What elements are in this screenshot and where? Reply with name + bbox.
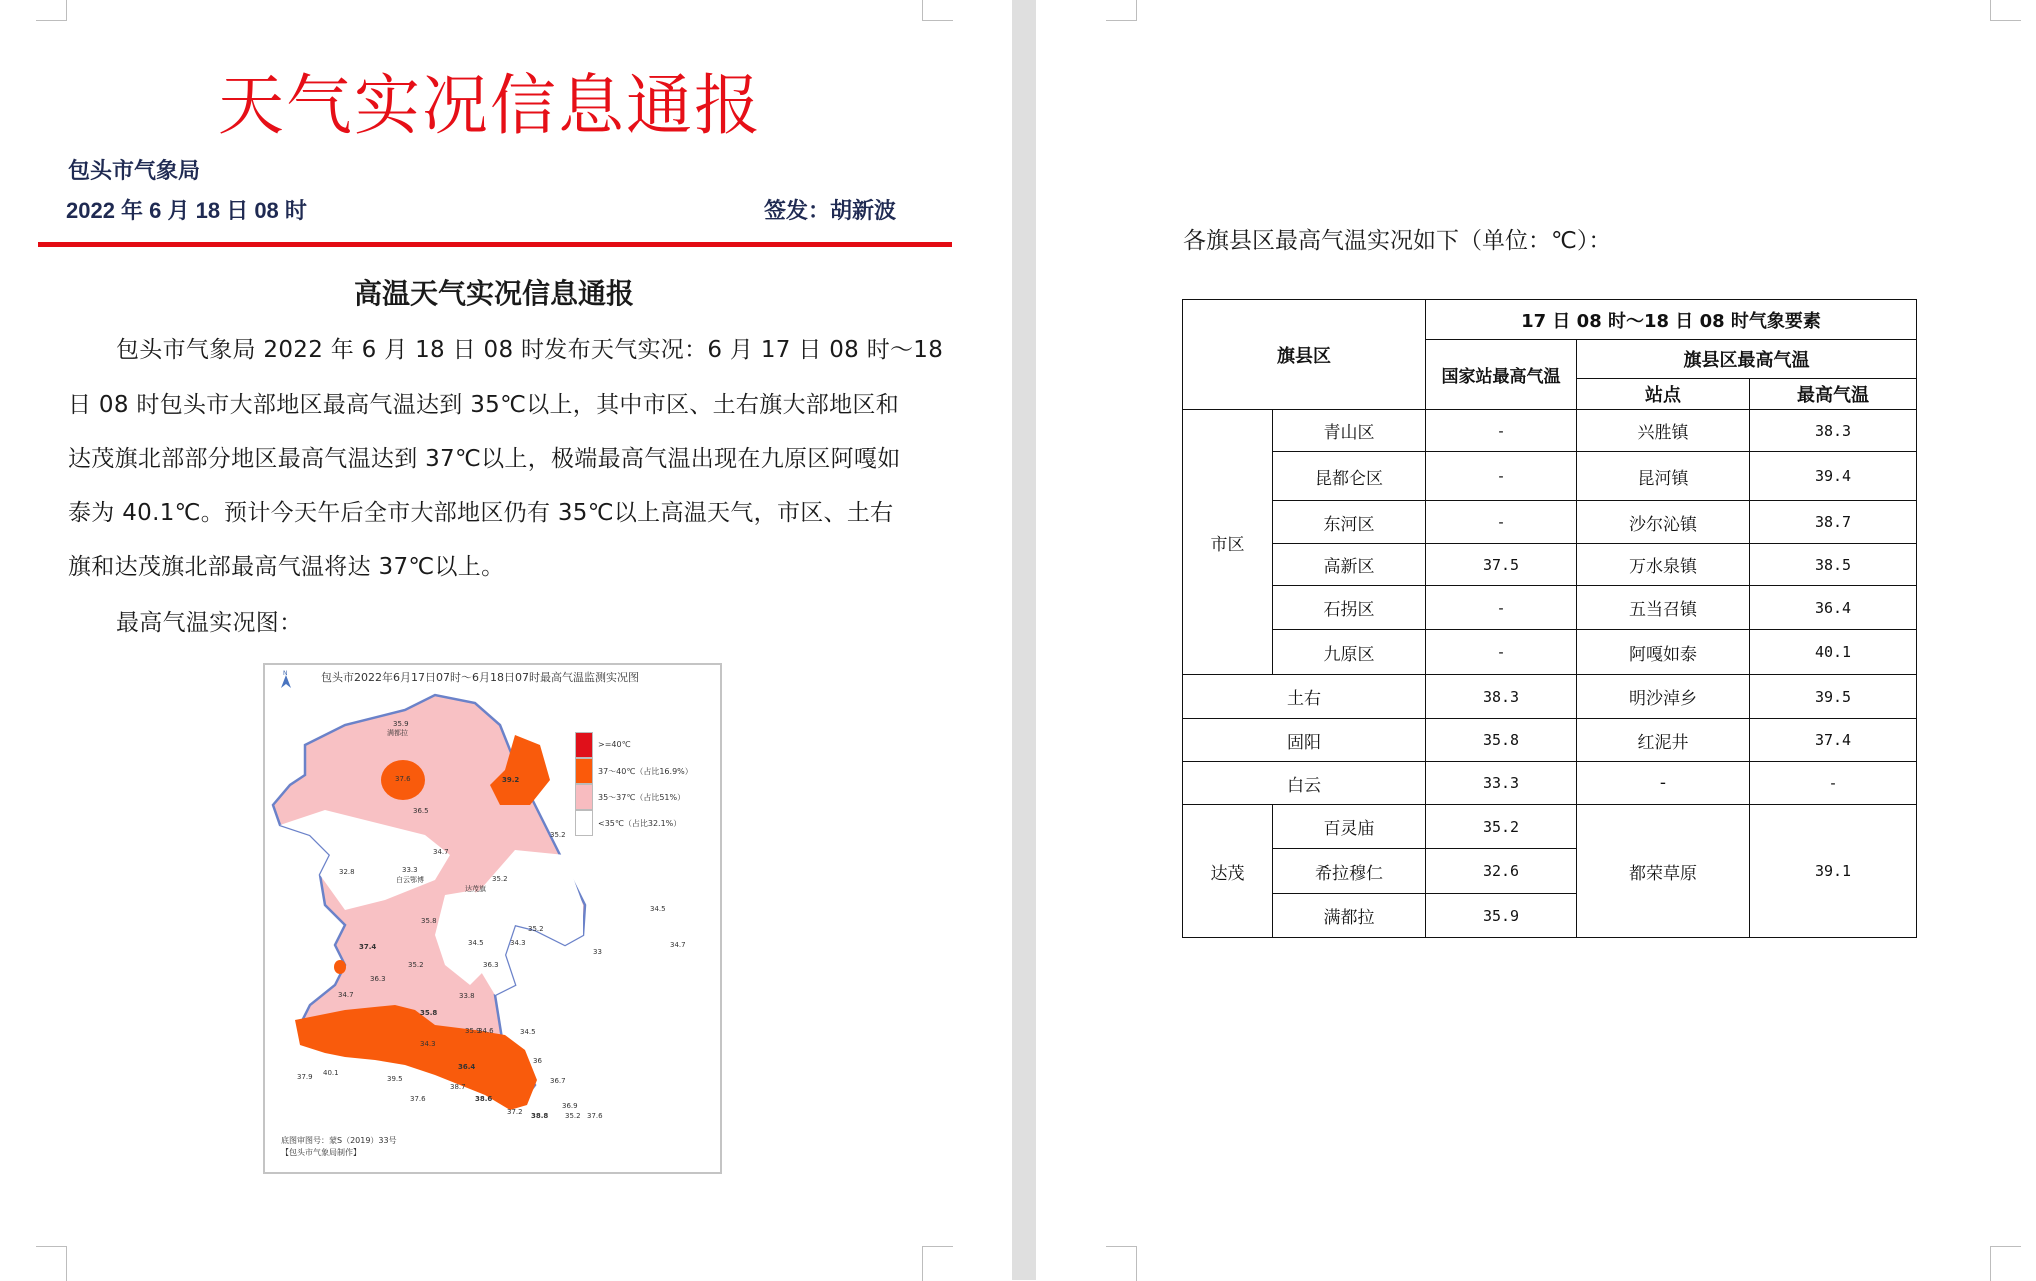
map-station-label: 34.5 bbox=[468, 939, 484, 947]
map-station-label: 33.8 bbox=[459, 992, 475, 1000]
table-cell-region: 白云 bbox=[1182, 761, 1426, 805]
map-producer: 【包头市气象局制作】 bbox=[281, 1148, 361, 1157]
map-approval-number: 底图审图号：蒙S（2019）33号 bbox=[281, 1136, 397, 1145]
legend-swatch bbox=[575, 758, 593, 784]
map-station-label: 36.9 bbox=[562, 1102, 578, 1110]
map-station-label: 34.7 bbox=[338, 991, 354, 999]
notice-subtitle: 高温天气实况信息通报 bbox=[353, 277, 634, 310]
map-station-label: 35.2 bbox=[492, 875, 508, 883]
map-station-label: 34.7 bbox=[670, 941, 686, 949]
map-station-label: 35.2 bbox=[550, 831, 566, 839]
table-cell-region: 昆都仑区 bbox=[1272, 451, 1426, 501]
table-header-max-temp: 最高气温 bbox=[1749, 378, 1917, 410]
table-cell-national: - bbox=[1425, 409, 1577, 452]
table-cell-station: 昆河镇 bbox=[1576, 451, 1750, 501]
table-cell-max: 38.5 bbox=[1749, 543, 1917, 586]
crop-mark bbox=[36, 0, 67, 21]
table-cell-national: - bbox=[1425, 629, 1577, 675]
map-footer bbox=[281, 1135, 397, 1159]
table-cell-max: - bbox=[1749, 761, 1917, 805]
table-cell-station: 红泥井 bbox=[1576, 718, 1750, 762]
table-cell-station: 沙尔沁镇 bbox=[1576, 500, 1750, 544]
table-cell-region: 九原区 bbox=[1272, 629, 1426, 675]
map-title: 包头市2022年6月17日07时～6月18日07时最高气温监测实况图 bbox=[321, 671, 639, 684]
crop-mark bbox=[922, 0, 953, 21]
table-header-region: 旗县区 bbox=[1182, 299, 1426, 410]
table-cell-station: 万水泉镇 bbox=[1576, 543, 1750, 586]
table-group-shiqu: 市区 bbox=[1182, 409, 1273, 675]
crop-mark bbox=[1990, 1246, 2021, 1281]
table-header-period: 17 日 08 时～18 日 08 时气象要素 bbox=[1425, 299, 1917, 340]
map-station-label: 35.8 bbox=[420, 1009, 438, 1017]
table-cell-region: 石拐区 bbox=[1272, 585, 1426, 630]
table-cell-national: 35.9 bbox=[1425, 893, 1577, 938]
crop-mark bbox=[1990, 0, 2021, 21]
table-header-national-max: 国家站最高气温 bbox=[1425, 339, 1577, 410]
map-station-label: 35.2 bbox=[408, 961, 424, 969]
table-cell-national: - bbox=[1425, 500, 1577, 544]
document-masthead-title: 天气实况信息通报 bbox=[218, 67, 762, 144]
header-divider bbox=[38, 242, 952, 247]
table-cell-region: 土右 bbox=[1182, 674, 1426, 719]
map-station-label: 35.9 bbox=[393, 720, 409, 728]
table-intro: 各旗县区最高气温实况如下（单位：℃）： bbox=[1183, 228, 1612, 254]
map-station-label: 34.7 bbox=[433, 848, 449, 856]
map-station-label: 32.8 bbox=[339, 868, 355, 876]
map-station-label: 36 bbox=[533, 1057, 542, 1065]
table-cell-region: 东河区 bbox=[1272, 500, 1426, 544]
map-station-label: 34.3 bbox=[510, 939, 526, 947]
map-station-label: 37.2 bbox=[507, 1108, 523, 1116]
map-station-label: 33.3 bbox=[402, 866, 418, 874]
legend-label: <35℃（占比32.1%） bbox=[598, 819, 682, 828]
table-cell-max: 38.7 bbox=[1749, 500, 1917, 544]
table-cell-max: 38.3 bbox=[1749, 409, 1917, 452]
map-station-label: 37.4 bbox=[359, 943, 377, 951]
table-cell-region: 百灵庙 bbox=[1272, 804, 1426, 849]
legend-label: >=40℃ bbox=[598, 740, 631, 749]
map-station-label: 37.6 bbox=[410, 1095, 426, 1103]
map-station-label: 39.5 bbox=[387, 1075, 403, 1083]
legend-swatch bbox=[575, 732, 593, 758]
page-gutter bbox=[1012, 0, 1036, 1280]
table-cell-national: 37.5 bbox=[1425, 543, 1577, 586]
map-station-label: 37.6 bbox=[395, 775, 411, 783]
table-cell-max: 39.4 bbox=[1749, 451, 1917, 501]
map-station-label: 35.9 bbox=[465, 1027, 481, 1035]
signer: 签发：胡新波 bbox=[764, 198, 897, 224]
table-cell-national: 33.3 bbox=[1425, 761, 1577, 805]
legend-label: 37～40℃（占比16.9%） bbox=[598, 767, 693, 776]
map-station-label: 35.2 bbox=[528, 925, 544, 933]
table-cell-national: 35.8 bbox=[1425, 718, 1577, 762]
table-cell-national: 38.3 bbox=[1425, 674, 1577, 719]
map-station-label: 40.1 bbox=[323, 1069, 339, 1077]
map-station-label: 38.8 bbox=[531, 1112, 549, 1120]
map-station-label: 白云鄂博 bbox=[396, 876, 424, 884]
table-cell-max: 39.1 bbox=[1749, 804, 1917, 938]
map-station-label: 34.5 bbox=[650, 905, 666, 913]
table-cell-station: 明沙淖乡 bbox=[1576, 674, 1750, 719]
issue-time: 2022 年 6 月 18 日 08 时 bbox=[66, 198, 307, 223]
table-cell-station: - bbox=[1576, 761, 1750, 805]
table-cell-national: 32.6 bbox=[1425, 848, 1577, 894]
crop-mark bbox=[1106, 0, 1137, 21]
legend-label: 35～37℃（占比51%） bbox=[598, 793, 686, 802]
crop-mark bbox=[1106, 1246, 1137, 1281]
svg-text:N: N bbox=[283, 670, 288, 677]
table-cell-max: 37.4 bbox=[1749, 718, 1917, 762]
map-station-label: 33 bbox=[593, 948, 602, 956]
legend-swatch bbox=[575, 810, 593, 836]
temperature-table bbox=[1182, 299, 1917, 938]
map-station-label: 36.7 bbox=[550, 1077, 566, 1085]
table-cell-national: 35.2 bbox=[1425, 804, 1577, 849]
issuer-name: 包头市气象局 bbox=[68, 158, 201, 184]
table-cell-max: 40.1 bbox=[1749, 629, 1917, 675]
map-station-label: 34.6 bbox=[478, 1027, 494, 1035]
table-cell-region: 满都拉 bbox=[1272, 893, 1426, 938]
body-line: 日 08 时包头市大部地区最高气温达到 35℃以上，其中市区、土右旗大部地区和 bbox=[68, 392, 899, 418]
table-header-county-max: 旗县区最高气温 bbox=[1576, 339, 1917, 379]
table-cell-national: - bbox=[1425, 451, 1577, 501]
map-station-label: 38.6 bbox=[475, 1095, 493, 1103]
crop-mark bbox=[922, 1246, 953, 1281]
table-group-damao: 达茂 bbox=[1182, 804, 1273, 938]
map-station-label: 37.6 bbox=[587, 1112, 603, 1120]
table-cell-region: 高新区 bbox=[1272, 543, 1426, 586]
map-station-label: 36.3 bbox=[370, 975, 386, 983]
table-cell-region: 希拉穆仁 bbox=[1272, 848, 1426, 894]
table-cell-station: 兴胜镇 bbox=[1576, 409, 1750, 452]
map-station-label: 36.4 bbox=[458, 1063, 476, 1071]
temperature-map-image bbox=[263, 663, 722, 1174]
table-cell-station: 五当召镇 bbox=[1576, 585, 1750, 630]
table-cell-region: 固阳 bbox=[1182, 718, 1426, 762]
map-regions bbox=[265, 665, 722, 1174]
table-cell-station: 阿嘎如泰 bbox=[1576, 629, 1750, 675]
map-station-label: 36.5 bbox=[413, 807, 429, 815]
map-station-label: 39.2 bbox=[502, 776, 520, 784]
map-station-label: 37.9 bbox=[297, 1073, 313, 1081]
map-station-label: 34.3 bbox=[420, 1040, 436, 1048]
body-line: 包头市气象局 2022 年 6 月 18 日 08 时发布天气实况：6 月 17 日 08 时～18 bbox=[116, 337, 944, 363]
body-line: 达茂旗北部部分地区最高气温达到 37℃以上，极端最高气温出现在九原区阿嘎如 bbox=[68, 446, 901, 472]
table-cell-max: 39.5 bbox=[1749, 674, 1917, 719]
map-station-label: 35.8 bbox=[421, 917, 437, 925]
map-station-label: 36.3 bbox=[483, 961, 499, 969]
table-cell-station: 都荣草原 bbox=[1576, 804, 1750, 938]
body-line: 旗和达茂旗北部最高气温将达 37℃以上。 bbox=[68, 554, 505, 580]
crop-mark bbox=[36, 1246, 67, 1281]
table-header-station: 站点 bbox=[1576, 378, 1750, 410]
table-cell-region: 青山区 bbox=[1272, 409, 1426, 452]
figure-caption: 最高气温实况图： bbox=[116, 610, 303, 636]
map-station-label: 达茂旗 bbox=[465, 885, 486, 893]
map-station-label: 35.2 bbox=[565, 1112, 581, 1120]
table-cell-national: - bbox=[1425, 585, 1577, 630]
map-station-label: 38.7 bbox=[450, 1083, 466, 1091]
legend-swatch bbox=[575, 784, 593, 810]
body-line: 泰为 40.1℃。预计今天午后全市大部地区仍有 35℃以上高温天气，市区、土右 bbox=[68, 500, 894, 526]
table-cell-max: 36.4 bbox=[1749, 585, 1917, 630]
map-station-label: 满都拉 bbox=[387, 729, 408, 737]
map-station-label: 34.5 bbox=[520, 1028, 536, 1036]
